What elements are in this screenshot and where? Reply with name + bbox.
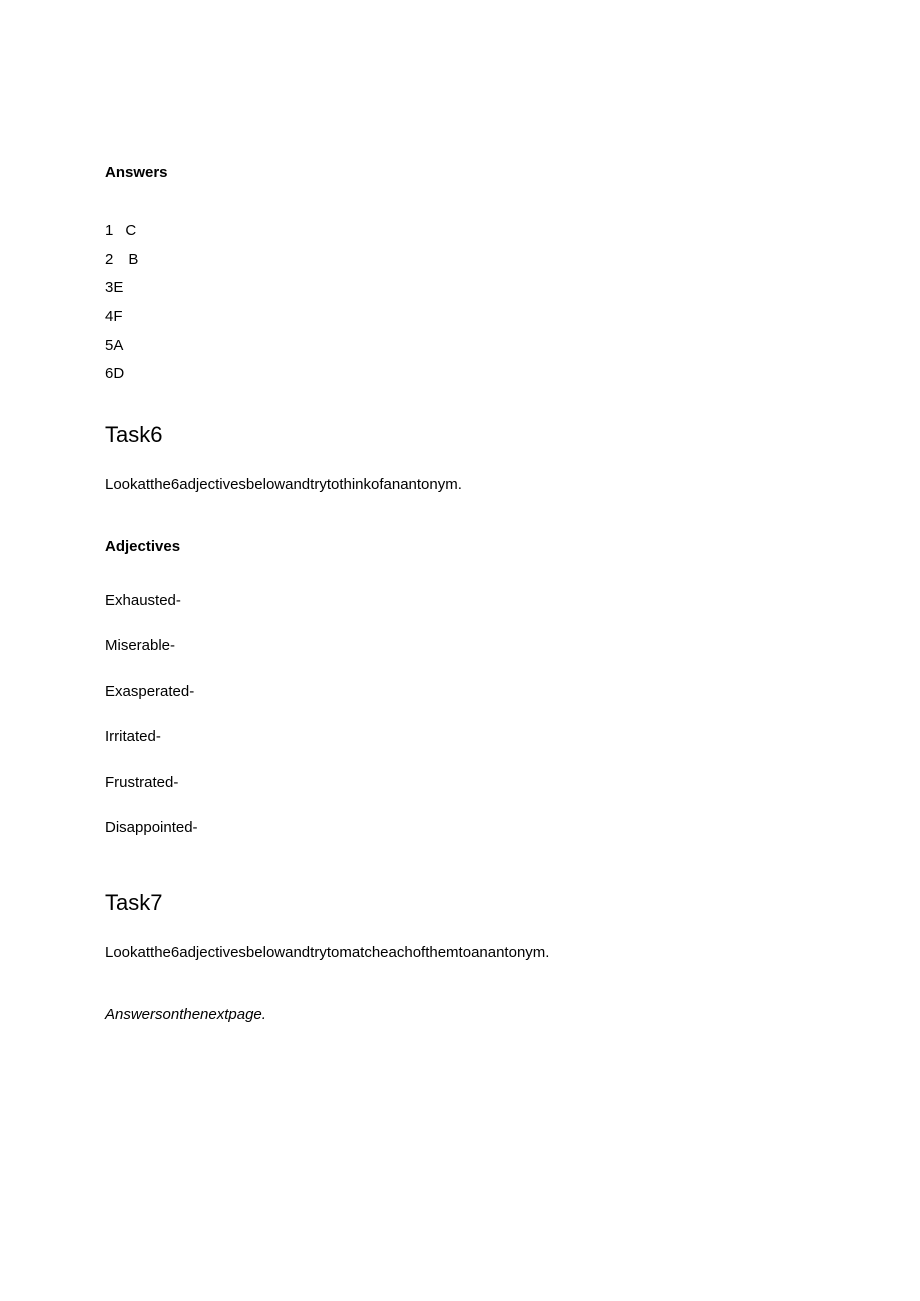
answer-letter: B (128, 251, 139, 268)
answer-number: 5 (105, 337, 114, 354)
task6-instruction: Lookatthe6adjectivesbelowandtrytothinkofanantonym. (105, 476, 462, 493)
answer-number: 2 (105, 251, 114, 268)
task7-instruction: Lookatthe6adjectivesbelowandtrytomatcheachofthemtoanantonym. (105, 944, 550, 961)
adjective-item: Exhausted- (105, 592, 181, 609)
adjective-item: Irritated- (105, 728, 161, 745)
task7-title: Task7 (105, 890, 163, 915)
answer-letter: C (125, 222, 137, 239)
answers-heading: Answers (105, 164, 168, 181)
answer-item-3 (105, 280, 123, 295)
adjective-item: Disappointed- (105, 819, 198, 836)
answer-number: 3 (105, 279, 114, 296)
answer-letter: F (113, 308, 123, 325)
adjective-item: Exasperated- (105, 683, 195, 700)
answer-item-5 (105, 338, 123, 353)
answer-number: 1 (105, 222, 114, 239)
answer-letter: A (113, 337, 124, 354)
answer-item-2 (105, 252, 138, 267)
adjectives-heading: Adjectives (105, 538, 181, 555)
answer-item-6 (105, 366, 124, 381)
adjective-item: Miserable- (105, 637, 176, 654)
answer-item-4 (105, 309, 123, 324)
adjective-item: Frustrated- (105, 774, 179, 791)
answer-letter: E (113, 279, 124, 296)
task6-title: Task6 (105, 422, 163, 447)
answer-item-1 (105, 223, 136, 238)
answer-letter: D (113, 365, 125, 382)
next-page-note: Answersonthenextpage. (105, 1006, 266, 1023)
answer-number: 4 (105, 308, 114, 325)
answer-number: 6 (105, 365, 114, 382)
